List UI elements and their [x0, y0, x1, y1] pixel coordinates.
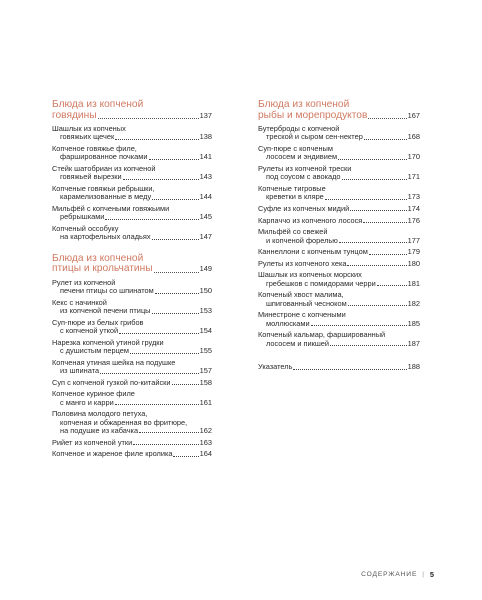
- section-heading-line2: говядины: [52, 109, 97, 121]
- dot-leader: [350, 209, 406, 211]
- toc-page-number: 180: [407, 258, 420, 268]
- toc-entry[interactable]: [52, 205, 212, 222]
- toc-entry-text: шпигованный чесноком: [266, 298, 347, 308]
- toc-entry-last-line: [52, 450, 212, 458]
- toc-entry-text: с душистым перцем: [60, 346, 129, 356]
- toc-entry-last-line: [52, 379, 212, 387]
- toc-entry[interactable]: [52, 379, 212, 387]
- toc-entry-last-line: [258, 340, 420, 348]
- toc-entry-text: Суп-пюре из белых грибов: [52, 317, 144, 327]
- dot-leader: [105, 218, 198, 220]
- toc-page-number: 141: [199, 152, 212, 162]
- toc-entry-text: Шашлык из копченых: [52, 124, 126, 133]
- section-heading-row[interactable]: [52, 264, 212, 275]
- toc-entry-last-line: [52, 153, 212, 161]
- toc-entry[interactable]: [258, 291, 420, 308]
- toc-page-number: 176: [407, 215, 420, 225]
- toc-entry-last-line: [52, 367, 212, 375]
- dot-leader: [115, 138, 198, 140]
- toc-entry[interactable]: [258, 331, 420, 348]
- toc-entry-text: лососем и пикшей: [266, 338, 330, 348]
- section-heading-line2: птицы и крольчатины: [52, 263, 153, 275]
- toc-page-number: 150: [199, 286, 212, 296]
- toc-page-number: 187: [407, 338, 420, 348]
- toc-entry-text: Копченый хвост малима,: [258, 290, 344, 300]
- toc-entry-text: с копченой уткой: [60, 326, 119, 336]
- toc-page-number: 153: [199, 306, 212, 316]
- toc-page-number: 138: [199, 132, 212, 142]
- toc-entry-text: Рулеты из копченого хека: [258, 258, 347, 268]
- dot-leader: [115, 403, 199, 405]
- footer-label: СОДЕРЖАНИЕ: [361, 571, 418, 578]
- toc-entry-text: Минестроне с копчеными: [258, 310, 346, 320]
- toc-entry[interactable]: [52, 299, 212, 316]
- toc-entry[interactable]: [52, 225, 212, 242]
- toc-entry-text: под соусом с авокадо: [266, 172, 341, 182]
- toc-entry[interactable]: [52, 359, 212, 376]
- dot-leader: [293, 368, 406, 370]
- toc-entry-text: Суп с копченой гузкой по-китайски: [52, 377, 171, 387]
- toc-entry-last-line: [52, 233, 212, 241]
- toc-entry[interactable]: [258, 125, 420, 142]
- toc-entry[interactable]: [52, 339, 212, 356]
- toc-entry-index[interactable]: [258, 363, 420, 371]
- toc-entry-text: Копченые говяжьи ребрышки,: [52, 183, 155, 193]
- dot-leader: [98, 117, 199, 119]
- toc-entry-last-line: [258, 217, 420, 225]
- dot-leader: [363, 221, 406, 223]
- toc-entry-last-line: [258, 173, 420, 181]
- dot-leader: [139, 431, 199, 433]
- toc-page-number: 162: [199, 426, 212, 436]
- toc-page-number: 181: [407, 278, 420, 288]
- toc-page-number: 171: [407, 172, 420, 182]
- toc-entry-text: Половина молодого петуха,: [52, 409, 148, 419]
- dot-leader: [369, 253, 407, 255]
- toc-entry-last-line: [258, 237, 420, 245]
- dot-leader: [155, 292, 199, 294]
- dot-leader: [119, 332, 199, 334]
- toc-entry[interactable]: [52, 450, 212, 458]
- toc-entry-text: Суфле из копченых мидий: [258, 203, 350, 213]
- toc-page-number: 144: [199, 192, 212, 202]
- toc-entry-last-line: [258, 280, 420, 288]
- toc-entry-last-line: [258, 260, 420, 268]
- toc-page-number: 158: [199, 377, 212, 387]
- toc-entry-text: Нарезка копченой утиной грудки: [52, 337, 164, 347]
- toc-entry-text: Копченые тигровые: [258, 183, 326, 193]
- toc-page-number: 177: [407, 235, 420, 245]
- toc-page-number: 170: [407, 152, 420, 162]
- toc-entry-text: гребешков с помидорами черри: [266, 278, 376, 288]
- toc-entry-last-line: [52, 307, 212, 315]
- toc-entry-last-line: [52, 133, 212, 141]
- toc-entry-text: говяжьей вырезки: [60, 172, 122, 182]
- dot-leader: [172, 383, 199, 385]
- toc-entry-last-line: [52, 399, 212, 407]
- dot-leader: [330, 344, 407, 346]
- toc-entry-text: карамелизованные в меду: [60, 192, 152, 202]
- toc-page-number: 155: [199, 346, 212, 356]
- toc-column-right: [258, 100, 420, 372]
- toc-entry-text: ребрышками: [60, 212, 105, 222]
- toc-page-number: 147: [199, 232, 212, 242]
- toc-entry-last-line: [258, 248, 420, 256]
- toc-entry-text: на подушке из кабачка: [60, 426, 139, 436]
- toc-entry-last-line: [52, 427, 212, 435]
- dot-leader: [173, 455, 198, 457]
- toc-entry-text: Рийет из копченой утки: [52, 437, 133, 447]
- toc-entry-text: Копченое и жареное филе кролика: [52, 449, 173, 459]
- toc-entry-text: копченая и обжаренная во фритюре,: [60, 417, 188, 427]
- toc-page-number: 163: [199, 437, 212, 447]
- dot-leader: [348, 304, 407, 306]
- toc-entry-text: Рулеты из копченой трески: [258, 163, 352, 173]
- toc-entry-text: Рулет из копченой: [52, 277, 116, 287]
- toc-entry[interactable]: [258, 165, 420, 182]
- toc-entry[interactable]: [52, 390, 212, 407]
- section-heading-line2: рыбы и морепродуктов: [258, 109, 368, 121]
- toc-page-number: 164: [199, 449, 212, 459]
- toc-entry[interactable]: [258, 205, 420, 213]
- toc-entry-text: лососем и эндивием: [266, 152, 338, 162]
- dot-leader: [133, 443, 198, 445]
- toc-entry-last-line: [52, 327, 212, 335]
- toc-entry[interactable]: [258, 228, 420, 245]
- footer-separator: |: [422, 571, 425, 578]
- dot-leader: [339, 241, 407, 243]
- dot-leader: [130, 352, 199, 354]
- toc-entry-text: Кекс с начинкой: [52, 297, 107, 307]
- dot-leader: [364, 138, 407, 140]
- toc-entry-text: Шашлык из копченых морских: [258, 270, 362, 280]
- section-page-number: 137: [199, 110, 212, 120]
- dot-leader: [123, 178, 199, 180]
- section-heading: Блюда из копченой: [52, 99, 144, 110]
- toc-page-number: 188: [407, 362, 420, 372]
- dot-leader: [311, 324, 407, 326]
- toc-entry-last-line: [52, 173, 212, 181]
- dot-leader: [149, 158, 199, 160]
- dot-leader: [347, 264, 406, 266]
- toc-entry-text: Копченое говяжье филе,: [52, 143, 137, 153]
- toc-entry[interactable]: [52, 185, 212, 202]
- toc-entry[interactable]: [52, 410, 212, 435]
- toc-entry-text: с манго и карри: [60, 397, 114, 407]
- toc-entry[interactable]: [258, 260, 420, 268]
- toc-entry-text: на картофельных оладьях: [60, 232, 151, 242]
- toc-page-number: 174: [407, 203, 420, 213]
- toc-entry-text: Копченое куриное филе: [52, 389, 135, 399]
- dot-leader: [152, 312, 199, 314]
- toc-entry-text: Стейк шатобриан из копченой: [52, 163, 156, 173]
- toc-page-number: 145: [199, 212, 212, 222]
- toc-entry-last-line: [258, 300, 420, 308]
- toc-entry-text: Копченый оссобуку: [52, 223, 119, 233]
- toc-page-number: 185: [407, 318, 420, 328]
- toc-entry[interactable]: [52, 279, 212, 296]
- toc-entry-text: Бутерброды с копченой: [258, 124, 340, 133]
- toc-page-number: 143: [199, 172, 212, 182]
- toc-column-left: [52, 100, 212, 462]
- toc-entry-text: Копченый кальмар, фаршированный: [258, 330, 386, 340]
- toc-entry-text: Суп-пюре с копченым: [258, 143, 333, 153]
- toc-entry-last-line: [52, 213, 212, 221]
- toc-entry[interactable]: [52, 145, 212, 162]
- section-heading: Блюда из копченой: [52, 252, 144, 264]
- dot-leader: [342, 178, 407, 180]
- toc-entry-text: Мильфёй со свежей: [258, 227, 328, 237]
- page-footer: [361, 570, 434, 579]
- toc-entry-last-line: [52, 193, 212, 201]
- toc-page-number: 161: [199, 397, 212, 407]
- toc-page-number: 157: [199, 366, 212, 376]
- toc-entry-last-line: [258, 153, 420, 161]
- toc-entry-text: Мильфёй с копчеными говяжьими: [52, 203, 170, 213]
- toc-entry-text: и копченой форелью: [266, 235, 338, 245]
- toc-entry[interactable]: [52, 319, 212, 336]
- toc-entry-text: из шпината: [60, 366, 100, 376]
- toc-entry[interactable]: [258, 271, 420, 288]
- toc-page-number: 168: [407, 132, 420, 142]
- dot-leader: [368, 117, 406, 119]
- dot-leader: [154, 271, 199, 273]
- toc-entry-last-line: [258, 133, 420, 141]
- toc-entry-text: фаршированное почками: [60, 152, 148, 162]
- toc-entry-text: Каннеллони с копченым тунцом: [258, 247, 368, 257]
- dot-leader: [152, 238, 199, 240]
- toc-entry-text: Указатель: [258, 362, 293, 372]
- dot-leader: [377, 284, 407, 286]
- toc-entry-last-line: [258, 205, 420, 213]
- toc-entry-last-line: [258, 320, 420, 328]
- toc-entry[interactable]: [258, 248, 420, 256]
- dot-leader: [152, 198, 199, 200]
- toc-entry-text: моллюсками: [266, 318, 310, 328]
- toc-entry[interactable]: [258, 217, 420, 225]
- toc-entry-text: говяжьих щечек: [60, 132, 115, 142]
- toc-entry-last-line: [52, 287, 212, 295]
- toc-entry-text: Копченая утиная шейка на подушке: [52, 357, 176, 367]
- toc-entry[interactable]: [258, 311, 420, 328]
- section-heading-row[interactable]: [52, 111, 212, 122]
- toc-entry-last-line: [52, 439, 212, 447]
- toc-entry-text: из копченой печени птицы: [60, 306, 151, 316]
- section-heading-row[interactable]: [258, 111, 420, 122]
- toc-entry[interactable]: [258, 145, 420, 162]
- toc-entry-text: треской и сыром сен-нектер: [266, 132, 363, 142]
- toc-entry-last-line: [258, 193, 420, 201]
- section-page-number: 149: [199, 264, 212, 274]
- toc-entry[interactable]: [52, 165, 212, 182]
- section-page-number: 167: [407, 110, 420, 120]
- toc-entry[interactable]: [52, 125, 212, 142]
- toc-entry-text: печени птицы со шпинатом: [60, 286, 154, 296]
- page-number: 5: [429, 570, 434, 579]
- toc-page-number: 154: [199, 326, 212, 336]
- toc-entry[interactable]: [258, 185, 420, 202]
- toc-entry-text: Карпаччо из копченого лосося: [258, 215, 363, 225]
- dot-leader: [100, 372, 199, 374]
- toc-page-number: 182: [407, 298, 420, 308]
- toc-entry[interactable]: [52, 439, 212, 447]
- toc-page-number: 179: [407, 247, 420, 257]
- toc-page-number: 173: [407, 192, 420, 202]
- dot-leader: [338, 158, 407, 160]
- dot-leader: [325, 198, 407, 200]
- toc-entry-last-line: [52, 347, 212, 355]
- toc-entry-text: креветки в кляре: [266, 192, 324, 202]
- section-heading: Блюда из копченой: [258, 99, 350, 110]
